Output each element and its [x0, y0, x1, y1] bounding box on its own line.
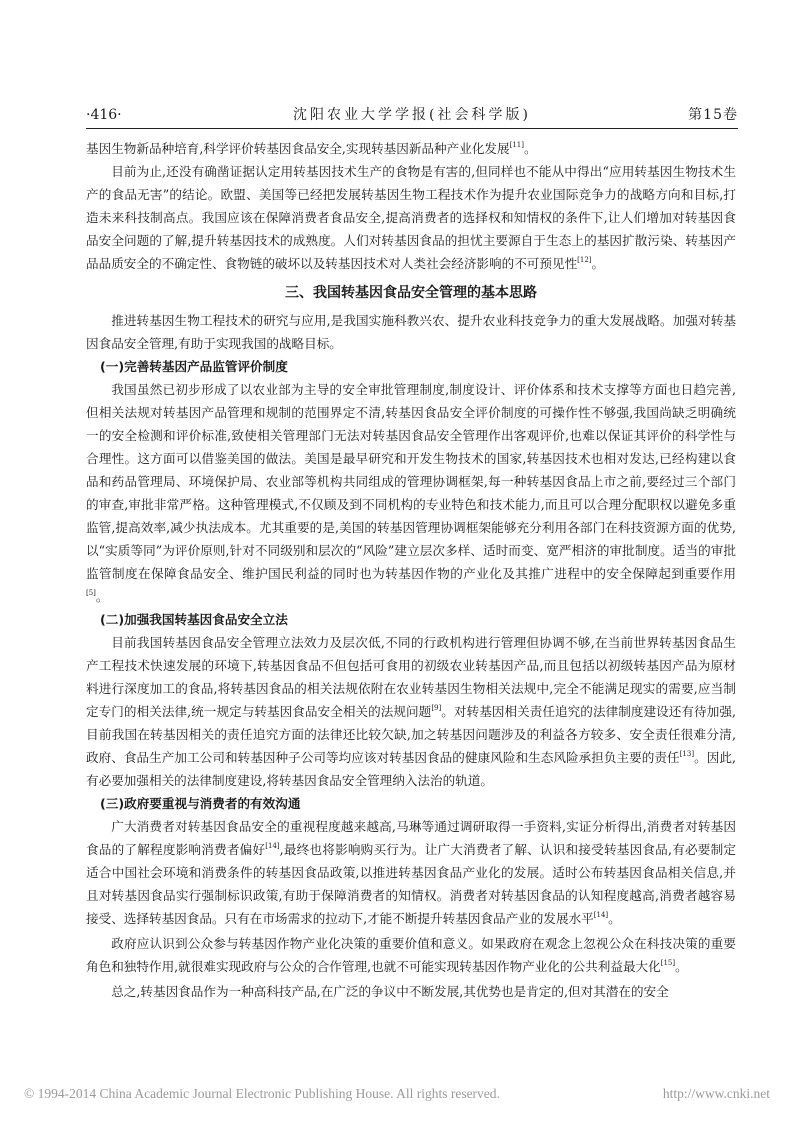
subsection-3-paragraph-1: 广大消费者对转基因食品安全的重视程度越来越高,马琳等通过调研取得一手资料,实证分析得出,消费者对转基因食品的了解程度影响消费者偏好[14],最终也将影响购买行为。让广大消费者了解、认识和接受转基因食品,有必要制定适合中国社会环境和消费条件的转基因食品政策,以推进转基因食品产业化的发展。适时公布转基因食品相关信息,并且对转基因食品实行强制标识政策,有助于保障消费者的知情权。消费者对转基因食品的认知程度越高,消费者越容易接受、选择转基因食品。只有在市场需求的拉动下,才能不断提升转基因食品产业的发展水平[14]。 — [86, 819, 736, 926]
journal-title: 沈阳农业大学学报(社会科学版) — [293, 107, 531, 123]
citation-ref: [13] — [679, 750, 695, 758]
citation-ref: [15] — [660, 959, 676, 967]
copyright-notice: © 1994-2014 China Academic Journal Electronic Publishing House. All rights reserved. — [24, 1086, 500, 1101]
subsection-2-paragraph: 目前我国转基因食品安全管理立法效力及层次低,不同的行政机构进行管理但协调不够,在当前世界转基因食品生产工程技术快速发展的环境下,转基因食品不但包括可食用的初级农业转基因产品,而且包括以初级转基因产品为原材料进行深度加工的食品,将转基因食品的相关法规依附在农业转基因生物相关法规中,完全不能满足现实的需要,应当制定专门的相关法律,统一规定与转基因食品安全相关的法规问题[9]。对转基因相关责任追究的法律制度建设还有待加强,目前我国在转基因相关的责任追究方面的法律还比较欠缺,加之转基因问题涉及的利益各方较多、安全责任很难分清,政府、食品生产加工公司和转基因种子公司等均应该对转基因食品的健康风险和生态风险承担负主要的责任[13]。因此,有必要加强相关的法律制度建设,将转基因食品安全管理纳入法治的轨道。 — [86, 635, 736, 788]
citation-ref: [14] — [265, 842, 280, 850]
page-number: ·416· — [86, 107, 122, 123]
article-body — [86, 137, 736, 1003]
subsection-heading-1: (一)完善转基因产品监管评价制度 — [100, 359, 288, 374]
citation-ref: [5] — [86, 589, 96, 597]
running-header — [86, 104, 738, 126]
footer-url: http://www.cnki.net — [662, 1086, 770, 1101]
subsection-heading-3: (三)政府要重视与消费者的有效沟通 — [100, 796, 301, 811]
citation-ref: [9] — [431, 704, 442, 712]
subsection-3-paragraph-3: 总之,转基因食品作为一种高科技产品,在广泛的争议中不断发展,其优势也是肯定的,但对其潜在的安全 — [111, 984, 669, 999]
citation-ref: [12] — [577, 256, 592, 264]
citation-ref: [14] — [593, 911, 609, 919]
subsection-1-paragraph: 我国虽然已初步形成了以农业部为主导的安全审批管理制度,制度设计、评价体系和技术支撑等方面也日趋完善,但相关法规对转基因产品管理和规制的范围界定不清,转基因食品安全评价制度的可操作性不够强,我国尚缺乏明确统一的安全检测和评价标准,致使相关管理部门无法对转基因食品安全管理作出客观评价,也难以保证其评价的科学性与合理性。这方面可以借鉴美国的做法。美国是最早研究和开发生物技术的国家,转基因技术也相对发达,已经构建以食品和药品管理局、环境保护局、农业部等机构共同组成的管理协调框架,每一种转基因食品上市之前,要经过三个部门的审查,审批非常严格。这种管理模式,不仅顾及到不同机构的专业特色和技术能力,而且可以合理分配职权以避免多重监管,提高效率,减少执法成本。尤其重要的是,美国的转基因管理协调框架能够充分利用各部门在科技资源方面的优势,以“实质等同”为评价原则,针对不同级别和层次的“风险”建立层次多样、适时而变、宽严相济的审批制度。适当的审批监管制度在保障食品安全、维护国民利益的同时也为转基因作物的产业化及其推广进程中的安全保障起到重要作用[5]。 — [86, 382, 736, 604]
citation-ref: [11] — [509, 141, 524, 149]
subsection-3-paragraph-2: 政府应认识到公众参与转基因作物产业化决策的重要价值和意义。如果政府在观念上忽视公众在科技决策的重要角色和独特作用,就很难实现政府与公众的合作管理,也就不可能实现转基因作物产业化的公共利益最大化[15]。 — [86, 936, 736, 974]
section-heading: 三、我国转基因食品安全管理的基本思路 — [285, 285, 537, 301]
intro-paragraph-2: 目前为止,还没有确凿证据认定用转基因技术生产的食物是有害的,但同样也不能从中得出“应用转基因生物技术生产的食品无害”的结论。欧盟、美国等已经把发展转基因生物工程技术作为提升农业国际竞争力的战略方向和目标,打造未来科技制高点。我国应该在保障消费者食品安全,提高消费者的选择权和知情权的条件下,让人们增加对转基因食品安全问题的了解,提升转基因技术的成熟度。人们对转基因食品的担忧主要源自于生态上的基因扩散污染、转基因产品品质安全的不确定性、食物链的破坏以及转基因技术对人类社会经济影响的不可预见性[12]。 — [86, 164, 736, 271]
subsection-heading-2: (二)加强我国转基因食品安全立法 — [100, 612, 288, 627]
page-footer — [24, 1084, 770, 1104]
intro-paragraph-1: 基因生物新品种培育,科学评价转基因食品安全,实现转基因新品种产业化发展[11]。 — [86, 141, 537, 156]
volume-label: 第15卷 — [688, 107, 738, 123]
header-rule — [86, 128, 738, 129]
section-intro-paragraph: 推进转基因生物工程技术的研究与应用,是我国实施科教兴农、提升农业科技竞争力的重大发展战略。加强对转基因食品安全管理,有助于实现我国的战略目标。 — [86, 313, 736, 351]
